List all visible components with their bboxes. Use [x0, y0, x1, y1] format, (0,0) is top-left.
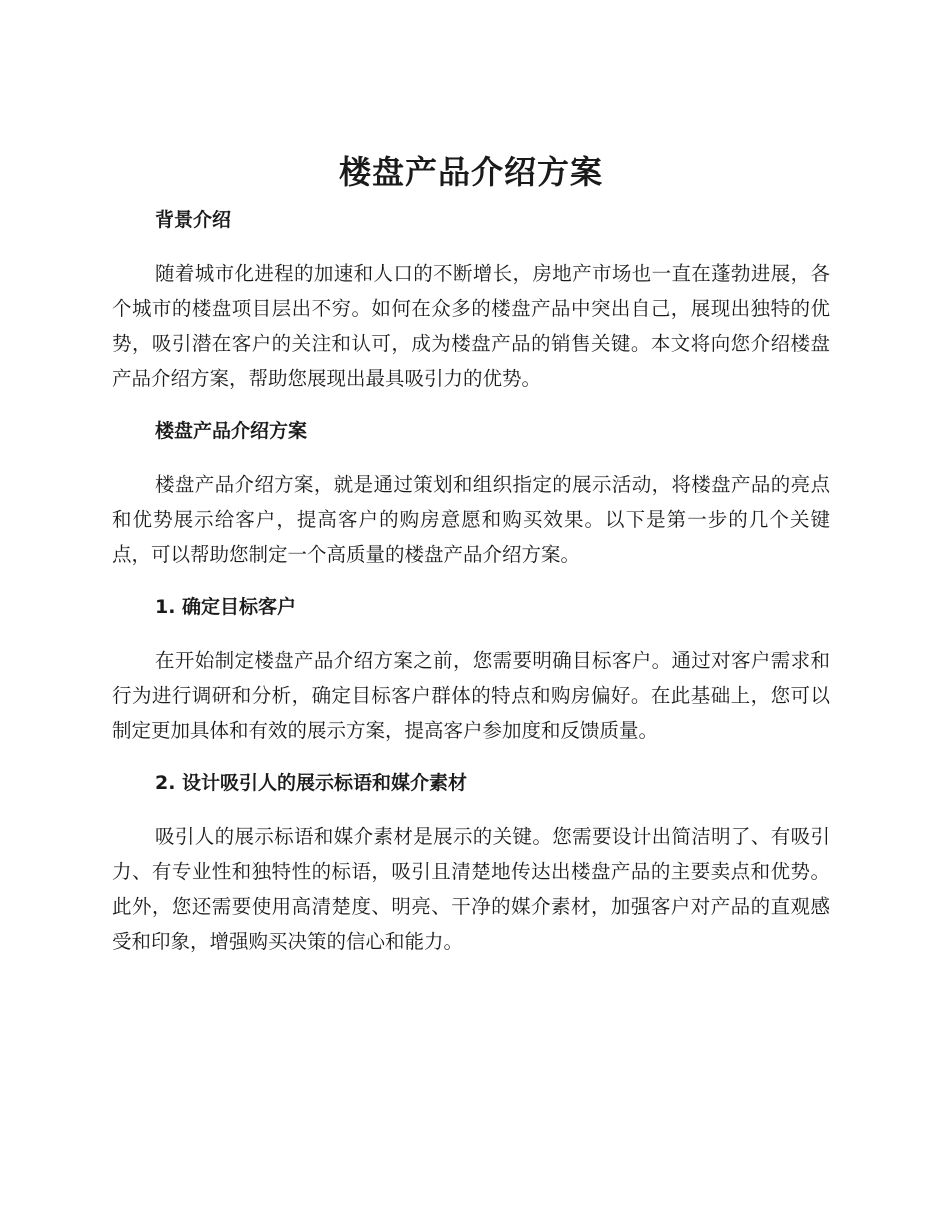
section-target-customers	[112, 593, 830, 748]
document-title: 楼盘产品介绍方案	[338, 153, 603, 191]
section-background	[112, 206, 830, 396]
section-paragraph: 随着城市化进程的加速和人口的不断增长，房地产市场也一直在蓬勃进展，各个城市的楼盘项目层出不穷。如何在众多的楼盘产品中突出自己，展现出独特的优势，吸引潜在客户的关注和认可，成为楼盘产品的销售关键。本文将向您介绍楼盘产品介绍方案，帮助您展现出最具吸引力的优势。	[112, 262, 830, 390]
section-plan	[112, 417, 830, 572]
section-heading: 1. 确定目标客户	[155, 596, 297, 618]
section-paragraph: 在开始制定楼盘产品介绍方案之前，您需要明确目标客户。通过对客户需求和行为进行调研和分析，确定目标客户群体的特点和购房偏好。在此基础上，您可以制定更加具体和有效的展示方案，提高客户参加度和反馈质量。	[112, 649, 830, 742]
section-paragraph: 吸引人的展示标语和媒介素材是展示的关键。您需要设计出简洁明了、有吸引力、有专业性和独特性的标语，吸引且清楚地传达出楼盘产品的主要卖点和优势。此外，您还需要使用高清楚度、明亮、干净的媒介素材，加强客户对产品的直观感受和印象，增强购买决策的信心和能力。	[112, 825, 830, 953]
section-slogan-media	[112, 769, 830, 959]
section-heading: 楼盘产品介绍方案	[155, 420, 308, 442]
section-heading: 背景介绍	[155, 209, 232, 231]
section-paragraph: 楼盘产品介绍方案，就是通过策划和组织指定的展示活动，将楼盘产品的亮点和优势展示给客户，提高客户的购房意愿和购买效果。以下是第一步的几个关键点，可以帮助您制定一个高质量的楼盘产品介绍方案。	[112, 473, 830, 566]
section-heading: 2. 设计吸引人的展示标语和媒介素材	[155, 772, 468, 794]
document-page	[112, 150, 830, 959]
